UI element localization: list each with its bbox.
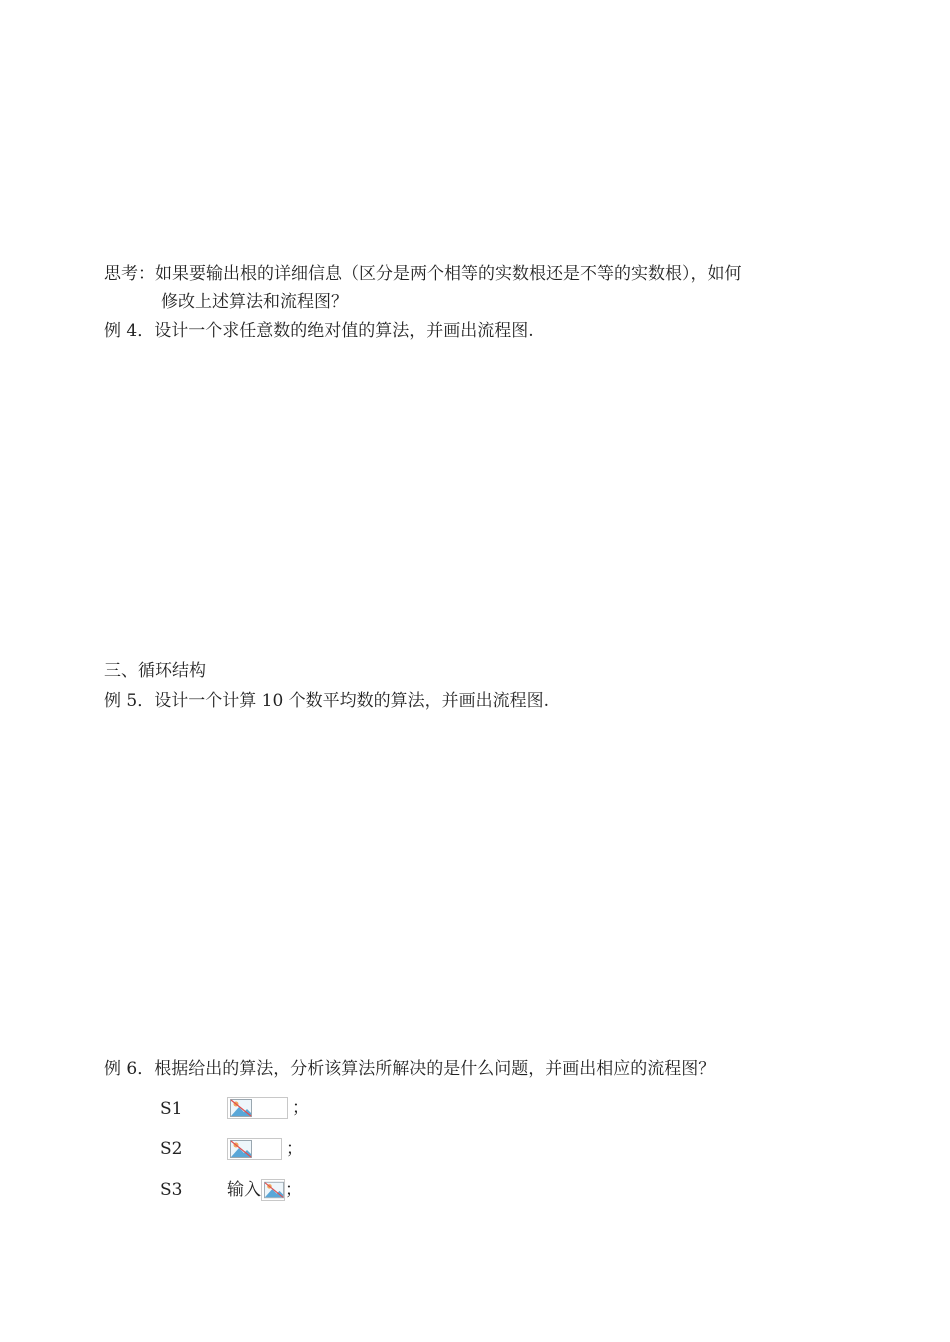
- step-label-s2: S2: [160, 1139, 183, 1159]
- think-question-line2: 修改上述算法和流程图？: [161, 292, 348, 312]
- step-content-s1: [227, 1096, 309, 1120]
- section-heading-loop-structure: 三、循环结构: [104, 661, 206, 681]
- example-5: 例 5．设计一个计算 10 个数平均数的算法，并画出流程图.: [104, 691, 550, 711]
- step-suffix-s2: ；: [286, 1139, 303, 1159]
- broken-image-icon: [261, 1179, 285, 1201]
- example-6: 例 6．根据给出的算法，分析该算法所解决的是什么问题，并画出相应的流程图？: [104, 1059, 716, 1079]
- step-prefix-s3: 输入: [227, 1180, 261, 1200]
- example-4: 例 4．设计一个求任意数的绝对值的算法，并画出流程图.: [104, 321, 534, 341]
- step-suffix-s1: ；: [292, 1098, 309, 1118]
- step-label-s3: S3: [160, 1180, 183, 1200]
- step-label-s1: S1: [160, 1099, 183, 1119]
- broken-image-icon: [227, 1138, 282, 1160]
- step-content-s2: [227, 1137, 303, 1161]
- broken-image-icon: [227, 1097, 288, 1119]
- step-suffix-s3: ；: [285, 1180, 302, 1200]
- think-question-line1: 思考：如果要输出根的详细信息（区分是两个相等的实数根还是不等的实数根），如何: [104, 264, 742, 284]
- step-content-s3: [227, 1178, 302, 1202]
